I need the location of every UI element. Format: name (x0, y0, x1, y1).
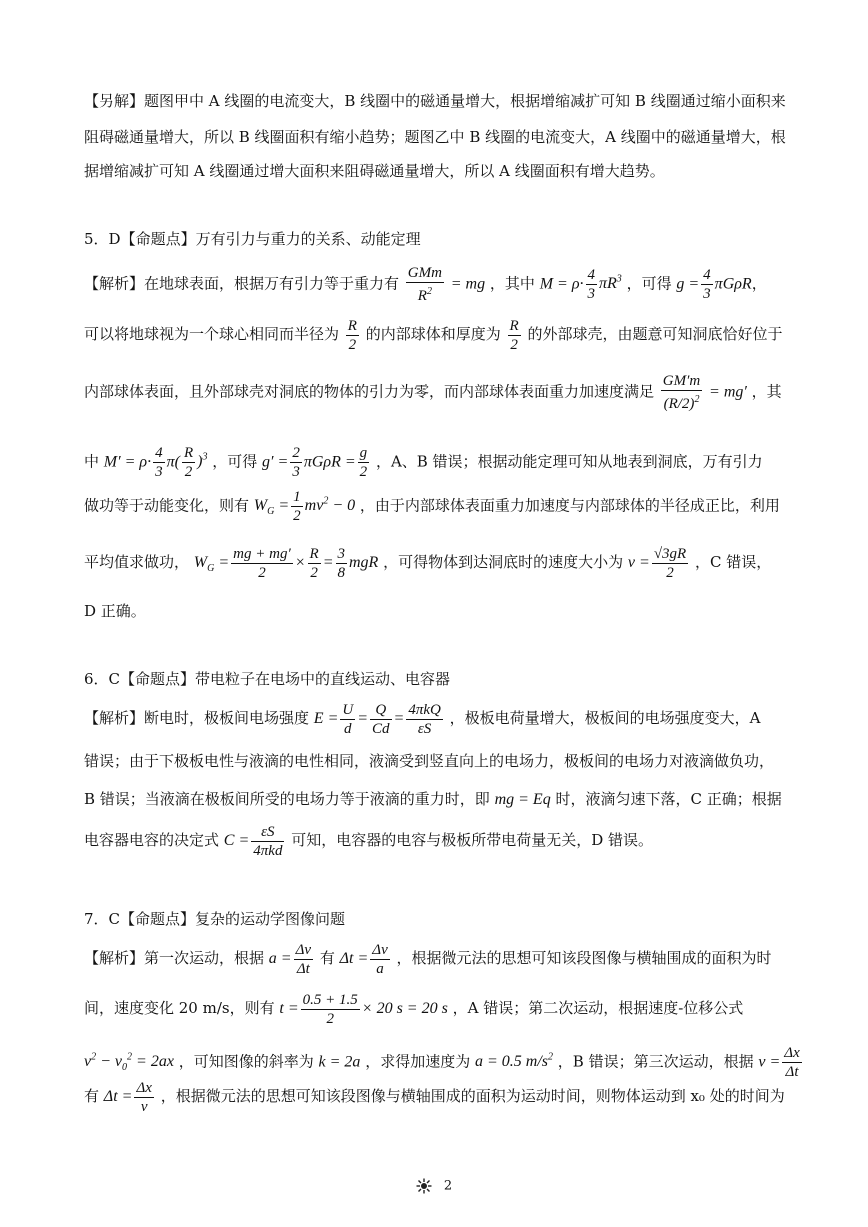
q7-line-3: $v^2 - v_0^2 = 2ax$ ，可知图像的斜率为 k = 2a ，求得加速度为 a = 0.5 $m/s^2$ ，B 错误；第三次运动，根据 v = $\frac{\Delta x}{\Delta t}$ (84, 1044, 800, 1080)
q5-line-4: 中 M′ = ρ· $\frac{4}{3}$ π( $\frac{R}{2}$ )$^3$ ，可得 g′ = $\frac{2}{3}$ πGρR = $\frac{g}{2}$ ，A、B 错误；根据动能定理可知从地表到洞底，万有引力 (84, 444, 763, 480)
q7-line-4: 有 Δt = $\frac{\Delta x}{v}$ ，根据微元法的思想可知该段图像与横轴围成的面积为运动时间，则物体运动到 x₀ 处的时间为 (84, 1079, 785, 1115)
q5-formula-gmm: $\frac{\text{GMm}}{R^2}$ (407, 264, 442, 304)
q7-line-1: 【解析】第一次运动，根据 a = $\frac{\Delta v}{\Delta t}$ 有 Δt = $\frac{\Delta v}{a}$ ，根据微元法的思想可知该段图像与横轴围成的面积为时 (84, 941, 772, 977)
q6-line-1: 【解析】断电时，极板间电场强度 E = $\frac{U}{d}$ = $\frac{Q}{Cd}$ = $\frac{\text{4πkQ}}{\varepsilon S}$ ，极板电荷量增大，极板间的电场强度变大，A (84, 701, 761, 737)
q7-line-2: 间，速度变化 20 m/s，则有 t = $\frac{0.5 + 1.5}{2}$ × 20 s = 20 s ，A 错误；第二次运动，根据速度-位移公式 (84, 991, 744, 1027)
page-footer (0, 1178, 868, 1194)
q6-line-2: 错误；由于下极板电性与液滴的电性相同，液滴受到竖直向上的电场力，极板间的电场力对液滴做负功， (84, 752, 775, 770)
publisher-logo-icon (416, 1178, 432, 1194)
q5-line-7: D 正确。 (84, 602, 146, 620)
q6-line-3: B 错误；当液滴在极板间所受的电场力等于液滴的重力时，即 mg = Eq 时，液滴匀速下落，C 正确；根据 (84, 790, 782, 808)
q5-heading: 5．D【命题点】万有引力与重力的关系、动能定理 (84, 230, 421, 248)
q6-heading: 6．C【命题点】带电粒子在电场中的直线运动、电容器 (84, 670, 451, 688)
alt-solution-line-3: 据增缩减扩可知 A 线圈通过增大面积来阻碍磁通量增大，所以 A 线圈面积有增大趋势。 (84, 162, 665, 180)
q5-line-1: 【解析】在地球表面，根据万有引力等于重力有 $\frac{\text{GMm}}{R^2}$ = mg ，其中 M = ρ· $\frac{4}{3}$ $\pi R^3$ ，可得 g = $\frac{4}{3}$ πGρR， (84, 264, 767, 304)
q7-heading: 7．C【命题点】复杂的运动学图像问题 (84, 910, 346, 928)
alt-solution-line-1: 【另解】题图甲中 A 线圈的电流变大，B 线圈中的磁通量增大，根据增缩减扩可知 B 线圈通过缩小面积来 (84, 92, 786, 110)
alt-solution-line-2: 阻碍磁通量增大，所以 B 线圈面积有缩小趋势；题图乙中 B 线圈的电流变大，A 线圈中的磁通量增大，根 (84, 128, 786, 146)
q5-line-5: 做功等于动能变化，则有 $W_G$ = $\frac{1}{2}$ $mv^2 - 0$ ，由于内部球体表面重力加速度与内部球体的半径成正比，利用 (84, 488, 780, 524)
q5-line-3: 内部球体表面，且外部球壳对洞底的物体的引力为零，而内部球体表面重力加速度满足 $\frac{GM'm}{(R/2)^2}$ = mg′ ，其 (84, 373, 782, 412)
q6-line-4: 电容器电容的决定式 C = $\frac{\varepsilon S}{\text{4πkd}}$ 可知，电容器的电容与极板所带电荷量无关，D 错误。 (84, 823, 654, 859)
q5-line-6: 平均值求做功， $W_G$ = $\frac{mg + mg'}{2}$ × $\frac{R}{2}$ = $\frac{3}{8}$ mgR ，可得物体到达洞底时的速度大小为 v = $\frac{√3gR}{2}$ ，C 错误， (84, 545, 772, 581)
q5-line-2: 可以将地球视为一个球心相同而半径为 $\frac{R}{2}$ 的内部球体和厚度为 $\frac{R}{2}$ 的外部球壳，由题意可知洞底恰好位于 (84, 317, 783, 353)
page-number: 2 (443, 1178, 453, 1194)
